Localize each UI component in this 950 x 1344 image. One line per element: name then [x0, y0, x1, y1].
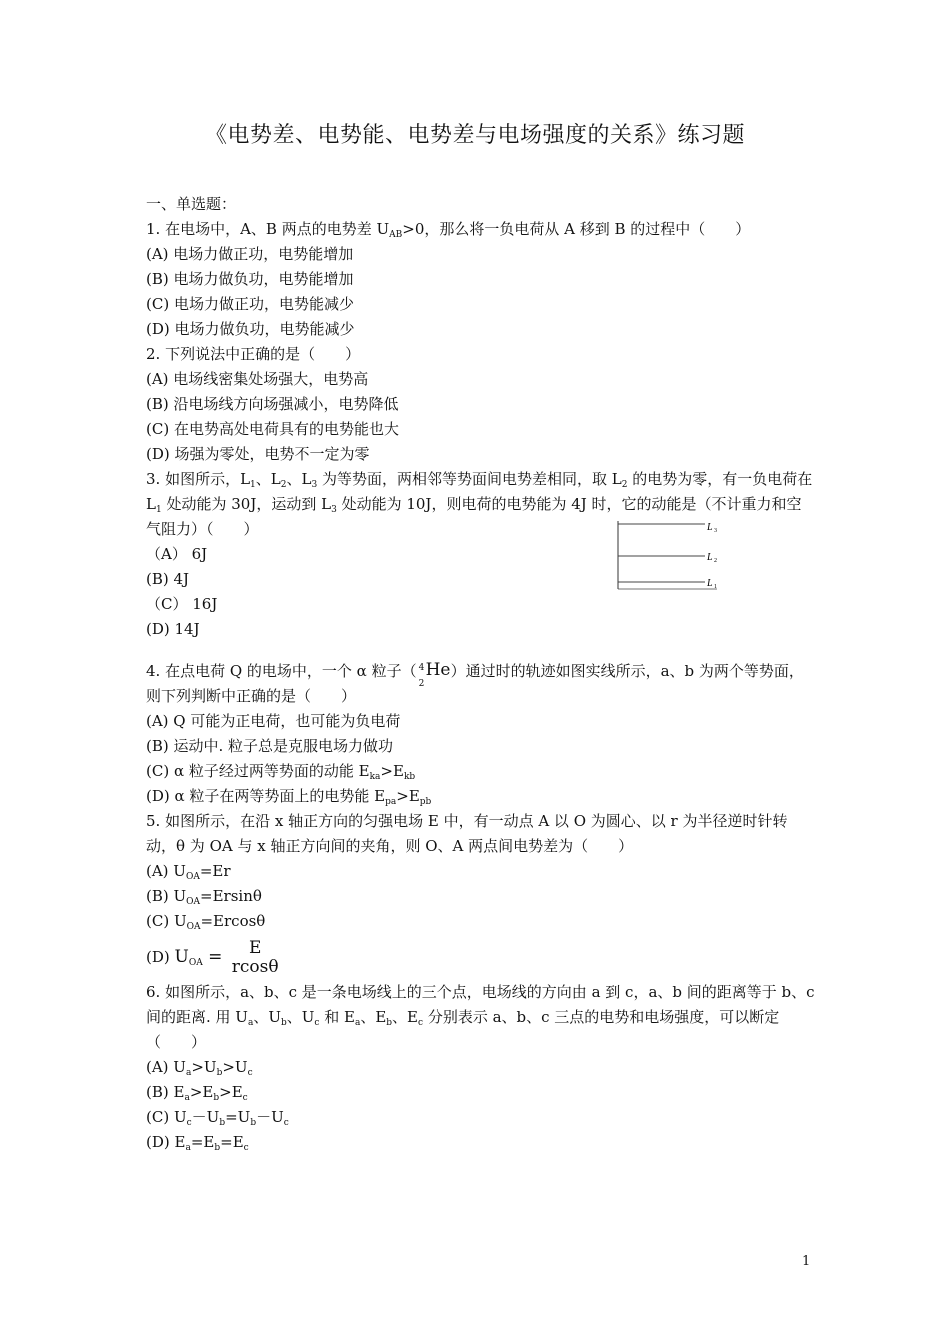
section-heading: 一、单选题：: [146, 195, 237, 213]
fraction-e-over-rcos: E rcosθ: [231, 938, 279, 977]
question-3: 3. 如图所示，$L_1$、$L_2$、$L_3$ 为等势面，两相邻等势面间电势差相同，取 $L_2$ 的电势为零，有一负电荷在 $L_1$ 处动能为 30J，运动到 $L_3$ 处动能为 10J，则电荷的电势能为 4J 时，它的动能是（不计重力和空气阻力）（ ）: [146, 470, 813, 538]
page-number: 1: [802, 1254, 811, 1269]
q6-option-d: (D) $E_a=E_b=E_c$: [146, 1133, 249, 1153]
label-l2: L: [707, 552, 713, 563]
q5-option-d: (D) $U_{OA}$ = E rcosθ: [146, 938, 279, 977]
q5-option-a: (A) $U_{OA}=Er$: [146, 862, 231, 882]
q4-option-a: (A) Q 可能为正电荷，也可能为负电荷: [146, 712, 401, 730]
helium-nucleus-notation: 4 2 He: [418, 660, 451, 689]
equipotential-figure: [617, 520, 723, 590]
question-4: 4. 在点电荷 Q 的电场中，一个 α 粒子（ 4 2 He ）通过时的轨迹如图实线所示，a、b 为两个等势面，则下列判断中正确的是（ ）: [146, 660, 804, 705]
q5-option-c: (C) $U_{OA}=Ercos\theta$: [146, 912, 266, 932]
q2-option-b: (B) 沿电场线方向场强减小，电势降低: [146, 395, 399, 413]
q3-option-b: (B) 4J: [146, 570, 190, 588]
q3-option-d: (D) 14J: [146, 620, 200, 638]
q1-option-a: (A) 电场力做正功，电势能增加: [146, 245, 354, 263]
q4-option-c: (C) α 粒子经过两等势面的动能 $E_{ka}>E_{kb}$: [146, 762, 416, 782]
q2-option-c: (C) 在电势高处电荷具有的电势能也大: [146, 420, 399, 438]
q1-option-b: (B) 电场力做负功，电势能增加: [146, 270, 354, 288]
q1-option-c: (C) 电场力做正功，电势能减少: [146, 295, 354, 313]
q6-option-b: (B) $E_a>E_b>E_c$: [146, 1083, 248, 1103]
question-list: [146, 192, 816, 1155]
q4-option-d: (D) α 粒子在两等势面上的电势能 $E_{pa}>E_{pb}$: [146, 787, 432, 807]
label-l3-sub: 3: [714, 528, 717, 534]
q6-option-a: (A) $U_a>U_b>U_c$: [146, 1058, 253, 1078]
q2-option-d: (D) 场强为零处，电势不一定为零: [146, 445, 370, 463]
document-title: 《电势差、电势能、电势差与电场强度的关系》练习题: [204, 123, 745, 148]
q3-option-a: （A） 6J: [146, 545, 208, 563]
question-6: 6. 如图所示，a、b、c 是一条电场线上的三个点，电场线的方向由 a 到 c，a、b 间的距离等于 b、c 间的距离. 用 $U_a$、$U_b$、$U_c$ 和 $E_a$、$E_b$、$E_c$ 分别表示 a、b、c 三点的电势和电场强度，可以断定（ ）: [146, 983, 815, 1051]
q2-option-a: (A) 电场线密集处场强大，电势高: [146, 370, 369, 388]
question-2: 2. 下列说法中正确的是（ ）: [146, 345, 361, 363]
q6-option-c: (C) $U_c-U_b=U_b-U_c$: [146, 1108, 289, 1128]
label-l1-sub: 1: [714, 584, 717, 590]
question-5: 5. 如图所示，在沿 x 轴正方向的匀强电场 E 中，有一动点 A 以 O 为圆心、以 r 为半径逆时针转动，θ 为 OA 与 x 轴正方向间的夹角，则 O、A 两点间电势差为（ ）: [146, 812, 788, 855]
label-l3: L: [707, 522, 713, 533]
q3-option-c: （C） 16J: [146, 595, 218, 613]
q4-option-b: (B) 运动中. 粒子总是克服电场力做功: [146, 737, 394, 755]
q5-option-b: (B) $U_{OA}=Ersin\theta$: [146, 887, 262, 907]
label-l2-sub: 2: [714, 558, 717, 564]
q1-option-d: (D) 电场力做负功，电势能减少: [146, 320, 355, 338]
label-l1: L: [707, 578, 713, 589]
question-1: 1. 在电场中，A、B 两点的电势差 $U_{AB}>0$，那么将一负电荷从 A 移到 B 的过程中（ ）: [146, 220, 751, 240]
